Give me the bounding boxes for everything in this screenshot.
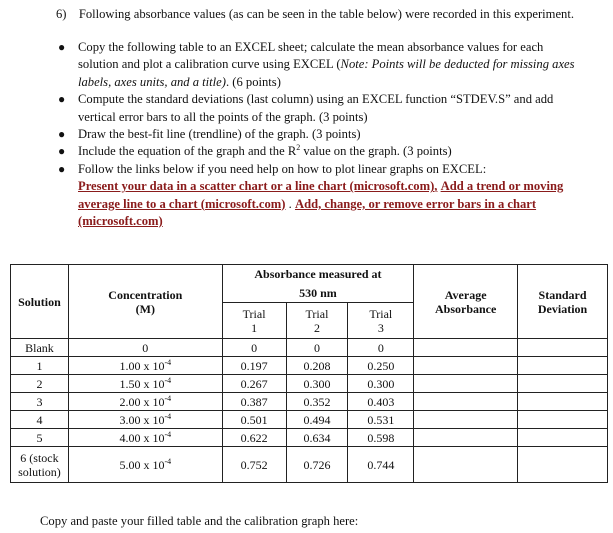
table-row: 5 4.00 x $10^{-4}$ 0.622 0.634 0.598 <box>11 429 608 447</box>
question-intro <box>56 6 596 23</box>
table-row: 6 (stock solution) 5.00 x $10^{-4}$ 0.752 0.726 0.744 <box>11 447 608 483</box>
header-average: Average Absorbance <box>414 265 518 339</box>
list-item: ● Compute the standard deviations (last column) using an EXCEL function “STDEV.S” and add vertical error bars to all the points of the graph. (3 points) <box>58 92 554 124</box>
header-trial-3: Trial 3 <box>348 303 414 339</box>
note-text: Note: Points will be deducted for missing axes labels, axes units, and a title) <box>78 57 575 89</box>
header-trial-1: Trial 1 <box>222 303 286 339</box>
link-error-bars[interactable]: Add, change, or remove error bars in a chart (microsoft.com) <box>78 196 537 229</box>
average-cell[interactable] <box>414 393 518 411</box>
link-trendline[interactable]: Add a trend or moving average line to a chart (microsoft.com) <box>78 179 564 211</box>
link-scatter-chart[interactable]: Present your data in a scatter chart or a line chart (microsoft.com) <box>78 179 435 194</box>
header-trial-2: Trial 2 <box>286 303 348 339</box>
header-absorbance: Absorbance measured at <box>222 265 414 284</box>
header-wavelength: 530 nm <box>222 284 414 303</box>
stdev-cell[interactable] <box>518 357 608 375</box>
instruction-list <box>58 39 578 230</box>
average-cell[interactable] <box>414 429 518 447</box>
average-cell[interactable] <box>414 447 518 483</box>
average-cell[interactable] <box>414 411 518 429</box>
absorbance-table <box>10 264 608 483</box>
stdev-cell[interactable] <box>518 339 608 357</box>
stdev-cell[interactable] <box>518 375 608 393</box>
table-row: 1 1.00 x $10^{-4}$ 0.197 0.208 0.250 <box>11 357 608 375</box>
table-row: 4 3.00 x $10^{-4}$ 0.501 0.494 0.531 <box>11 411 608 429</box>
bullet-icon: ● <box>58 127 66 142</box>
average-cell[interactable] <box>414 357 518 375</box>
bullet-icon: ● <box>58 144 66 159</box>
average-cell[interactable] <box>414 339 518 357</box>
list-item: ● Follow the links below if you need help on how to plot linear graphs on EXCEL: Present your data in a scatter chart or a line chart (microsoft.com), Add a trend or moving average line to a chart (microsoft.com) . Add, change, or remove error bars in a chart (microsoft.com) <box>58 161 564 229</box>
average-cell[interactable] <box>414 375 518 393</box>
footer-instruction: Copy and paste your filled table and the calibration graph here: <box>40 514 359 528</box>
bullet-icon: ● <box>58 161 66 176</box>
stdev-cell[interactable] <box>518 393 608 411</box>
table-row: 2 1.50 x $10^{-4}$ 0.267 0.300 0.300 <box>11 375 608 393</box>
question-number: 6) <box>56 7 67 21</box>
bullet-icon: ● <box>58 92 66 107</box>
header-concentration: Concentration (M) <box>68 265 222 339</box>
stdev-cell[interactable] <box>518 429 608 447</box>
list-item: ● Draw the best-fit line (trendline) of the graph. (3 points) <box>58 126 578 143</box>
list-item: ● Copy the following table to an EXCEL sheet; calculate the mean absorbance values for each solution and plot a calibration curve using EXCEL (Note: Points will be deducted for missing axes labels, axes units, and a title). (6 points) <box>58 40 575 89</box>
bullet-icon: ● <box>58 40 66 54</box>
header-stdev: Standard Deviation <box>518 265 608 339</box>
stdev-cell[interactable] <box>518 411 608 429</box>
header-solution: Solution <box>11 265 69 339</box>
stdev-cell[interactable] <box>518 447 608 483</box>
table-row: 3 2.00 x $10^{-4}$ 0.387 0.352 0.403 <box>11 393 608 411</box>
list-item: ● Include the equation of the graph and the $R^2$ value on the graph. (3 points) <box>58 143 578 160</box>
question-text: Following absorbance values (as can be seen in the table below) were recorded in this experiment. <box>78 7 574 21</box>
table-row: Blank 0 0 0 0 <box>11 339 608 357</box>
